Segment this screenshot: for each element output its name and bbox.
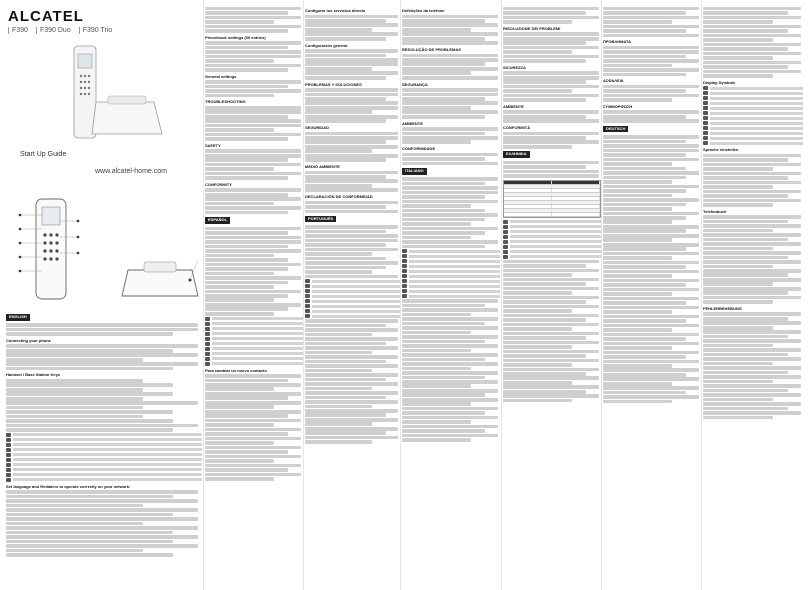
fold-line (701, 0, 702, 590)
section-heading: Para cambiar un nuevo contacto (205, 367, 267, 373)
section-heading: Set language and Redialers to operate correctly on your network: (6, 483, 131, 489)
section-heading: SAFETY (205, 142, 221, 148)
model-name: F390 Trio (79, 27, 113, 34)
section-heading: Handset / Base Station Keys (6, 372, 61, 378)
section-heading: PROBLEMAS Y SOLUCIONES (305, 81, 362, 87)
section-heading: CONFORMITÀ (503, 125, 531, 130)
brand-logo: ALCATEL (8, 8, 84, 25)
website-url: www.alcatel-home.com (95, 168, 167, 175)
fold-line (501, 0, 502, 590)
model-name: F390 Duo (36, 27, 71, 34)
section-heading: Display-Symbole (703, 79, 736, 85)
base-station-diagram (120, 240, 200, 300)
section-heading: Definições da telefone (402, 8, 445, 13)
text-column-4 (503, 6, 601, 586)
section-heading: Telefonbuch (703, 208, 727, 214)
fold-line (601, 0, 602, 590)
language-label-italian: ITALIANO (402, 168, 427, 175)
section-heading: SEGURANÇA (402, 81, 428, 87)
section-heading: DECLARACIÓN DE CONFORMIDAD (305, 194, 373, 200)
section-heading: SICUREZZA (503, 64, 526, 70)
language-label-portuguese: PORTUGUÊS (305, 216, 336, 223)
guide-title: Start Up Guide (20, 151, 67, 158)
section-heading: ΠΡΟΒΛΗΜΑΤΑ (603, 39, 632, 45)
section-heading: RISOLUZIONE DEI PROBLEMI (503, 25, 561, 31)
text-column-2 (305, 6, 400, 586)
language-label-spanish: ESPAÑOL (205, 217, 230, 224)
language-label-german: DEUTSCH (603, 126, 628, 133)
text-column-5 (603, 6, 701, 586)
section-heading: ΑΣΦΑΛΕΙΑ (603, 78, 624, 84)
section-heading: AMBIENTE (503, 103, 524, 109)
key-table (503, 180, 601, 218)
section-heading: MEDIO AMBIENTE (305, 164, 340, 169)
text-column-1 (205, 6, 303, 586)
section-heading: Configuración general (305, 42, 348, 48)
fold-line (203, 0, 204, 590)
section-heading: TROUBLESHOOTING (205, 99, 246, 105)
phone-product-photo (34, 42, 184, 142)
fold-line (400, 0, 401, 590)
language-label-english: ENGLISH (6, 314, 30, 321)
english-section (6, 312, 202, 584)
model-name: F390 (8, 27, 28, 34)
section-heading: FEHLERBEHEBUNG (703, 305, 742, 311)
section-heading: SEGURIDAD (305, 125, 330, 130)
section-heading: Connecting your phone (6, 337, 51, 343)
text-column-6 (703, 6, 803, 586)
section-heading: ΣΥΜΜΟΡΦΩΣΗ (603, 103, 633, 109)
model-list (8, 27, 112, 34)
section-heading: RESOLUÇÃO DE PROBLEMAS (402, 47, 461, 52)
section-heading: Sprache einstellen (703, 147, 739, 153)
fold-line (303, 0, 304, 590)
text-column-3 (402, 6, 500, 586)
section-heading: Configurar los servicios directo (305, 8, 366, 13)
section-heading: AMBIENTE (402, 120, 423, 126)
section-heading: CONFORMIDADE (402, 146, 436, 152)
section-heading: CONFORMITY (205, 181, 232, 187)
language-label-greek: ΕΛΛΗΝΙΚΑ (503, 151, 530, 158)
section-heading: General settings (205, 73, 237, 79)
section-heading: Phonebook settings (30 entries) (205, 34, 266, 40)
